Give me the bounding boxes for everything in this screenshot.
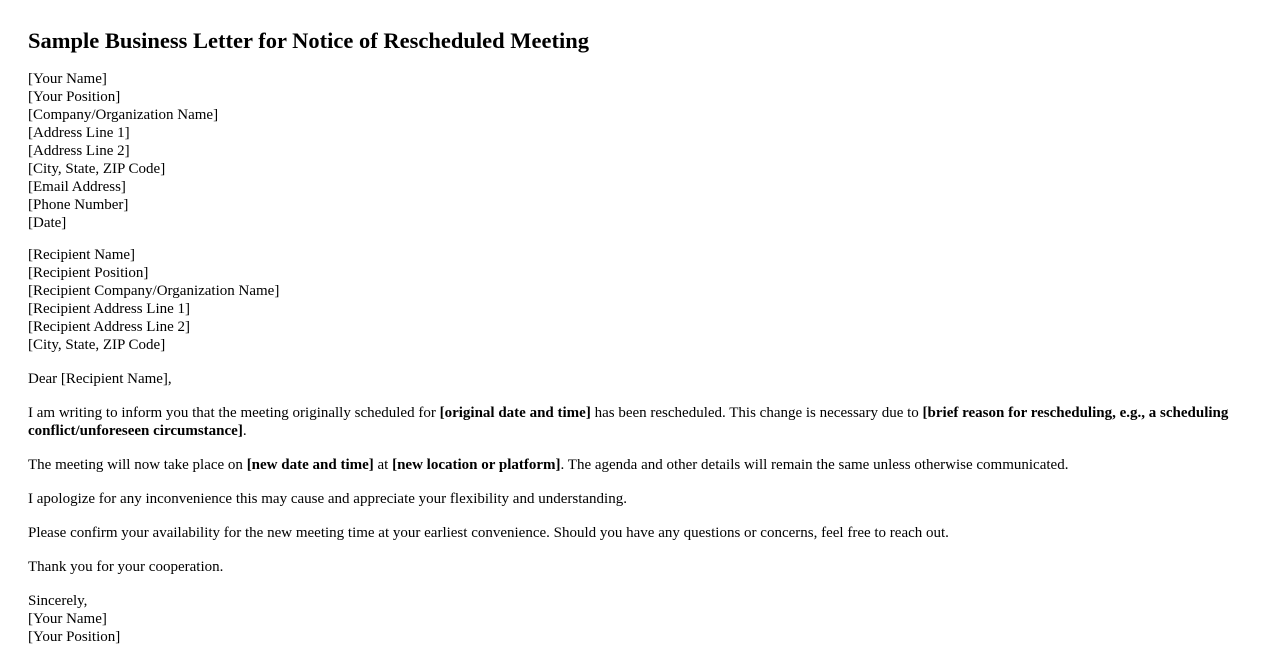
paragraph-text: The meeting will now take place on — [28, 457, 247, 473]
sender-name: [Your Name] — [28, 71, 107, 87]
closing-line: Sincerely, — [28, 593, 88, 609]
paragraph-reschedule-notice — [28, 404, 1250, 440]
new-date-placeholder: [new date and time] — [246, 457, 374, 473]
sender-phone: [Phone Number] — [28, 197, 129, 213]
recipient-city-state-zip: [City, State, ZIP Code] — [28, 337, 166, 353]
sender-address-line-1: [Address Line 1] — [28, 125, 130, 141]
paragraph-apology: I apologize for any inconvenience this may cause and appreciate your flexibility and understanding. — [28, 491, 627, 507]
recipient-address-block — [28, 246, 1250, 354]
salutation: Dear [Recipient Name], — [28, 371, 172, 387]
reason-placeholder: [brief reason for rescheduling, e.g., a scheduling conflict/unforeseen circumstance] — [28, 405, 1229, 439]
recipient-address-line-2: [Recipient Address Line 2] — [28, 319, 191, 335]
paragraph-text: has been rescheduled. This change is necessary due to — [590, 405, 923, 421]
sender-city-state-zip: [City, State, ZIP Code] — [28, 161, 166, 177]
signature-position: [Your Position] — [28, 629, 121, 645]
paragraph-text: . — [242, 423, 247, 439]
recipient-company: [Recipient Company/Organization Name] — [28, 283, 280, 299]
page-title: Sample Business Letter for Notice of Rescheduled Meeting — [28, 28, 589, 53]
paragraph-text: I am writing to inform you that the meeting originally scheduled for — [28, 405, 440, 421]
original-date-placeholder: [original date and time] — [439, 405, 591, 421]
paragraph-text: . The agenda and other details will remain the same unless otherwise communicated. — [560, 457, 1069, 473]
closing-block — [28, 592, 1250, 646]
recipient-position: [Recipient Position] — [28, 265, 149, 281]
paragraph-confirm: Please confirm your availability for the new meeting time at your earliest convenience. Should you have any questions or concerns, feel free to reach out. — [28, 525, 949, 541]
letter-date: [Date] — [28, 215, 67, 231]
sender-company: [Company/Organization Name] — [28, 107, 219, 123]
paragraph-text: at — [373, 457, 393, 473]
paragraph-new-details — [28, 456, 1250, 474]
signature-name: [Your Name] — [28, 611, 107, 627]
recipient-address-line-1: [Recipient Address Line 1] — [28, 301, 191, 317]
sender-address-block — [28, 70, 1250, 232]
paragraph-thanks: Thank you for your cooperation. — [28, 559, 224, 575]
sender-position: [Your Position] — [28, 89, 121, 105]
sender-address-line-2: [Address Line 2] — [28, 143, 130, 159]
sender-email: [Email Address] — [28, 179, 126, 195]
new-location-placeholder: [new location or platform] — [392, 457, 561, 473]
recipient-name: [Recipient Name] — [28, 247, 136, 263]
